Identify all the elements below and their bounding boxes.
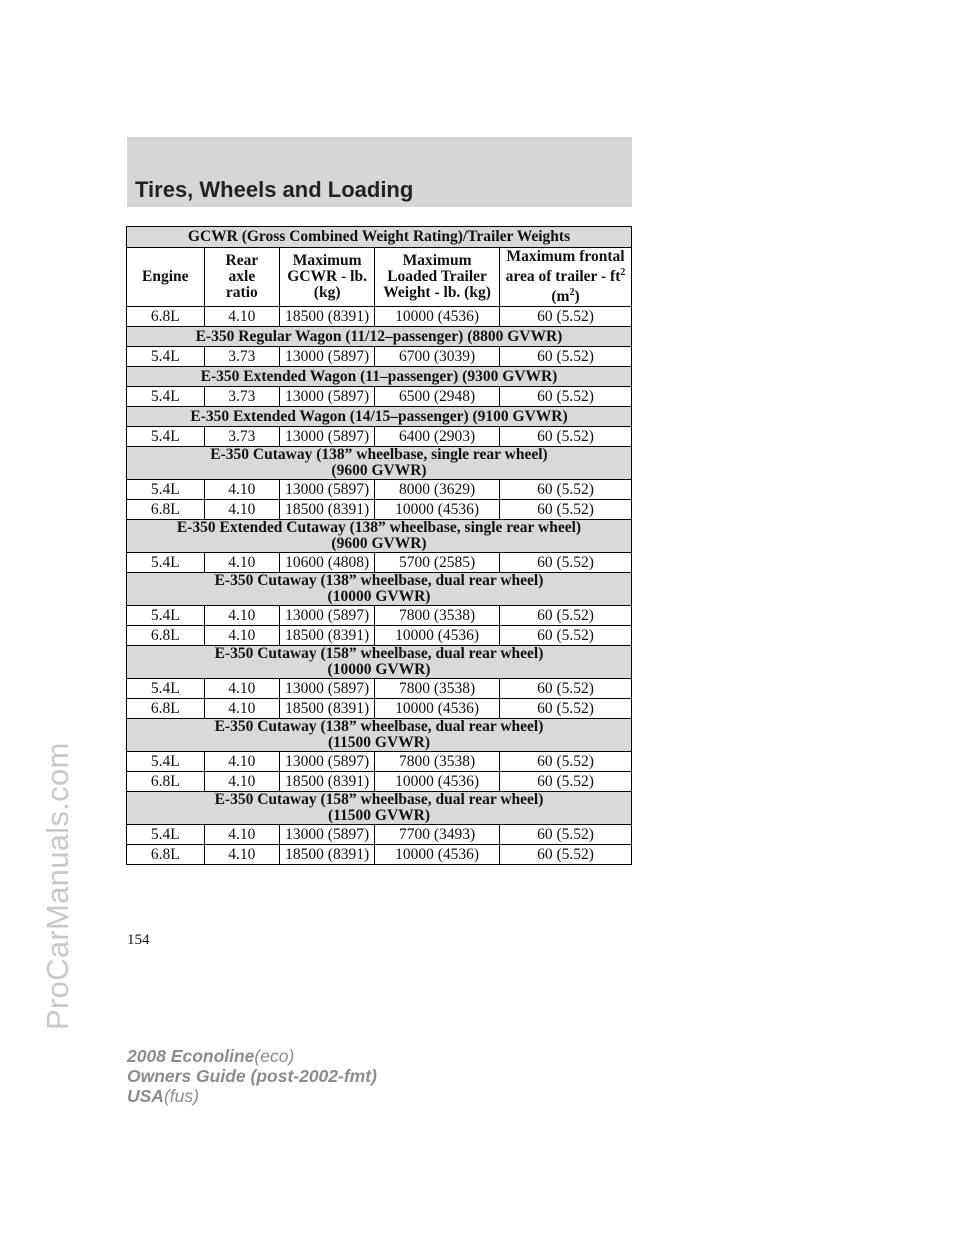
table-row — [127, 626, 632, 646]
table-cell: 3.73 — [204, 347, 280, 367]
table-row — [127, 347, 632, 367]
section-row — [127, 719, 632, 752]
table-row — [127, 427, 632, 447]
watermark-text: ProCarManuals.com — [40, 742, 75, 1030]
table-cell: 5.4L — [127, 387, 205, 407]
table-cell: 6500 (2948) — [375, 387, 500, 407]
table-cell: 5.4L — [127, 480, 205, 500]
table-cell: 3.73 — [204, 427, 280, 447]
table-cell: 60 (5.52) — [500, 500, 632, 520]
section-title-text: E-350 Cutaway (138” wheelbase, single rear wheel) — [210, 446, 548, 464]
table-cell: 4.10 — [204, 752, 280, 772]
table-cell: 18500 (8391) — [280, 845, 375, 865]
table-row — [127, 752, 632, 772]
table-cell: 6.8L — [127, 699, 205, 719]
table-row — [127, 553, 632, 573]
table-row — [127, 845, 632, 865]
table-cell: 60 (5.52) — [500, 845, 632, 865]
table-cell: 4.10 — [204, 699, 280, 719]
section-title-text: E-350 Extended Wagon (11–passenger) (9300 GVWR) — [200, 367, 558, 385]
table-row — [127, 606, 632, 626]
section-row — [127, 646, 632, 679]
table-cell: 10000 (4536) — [375, 845, 500, 865]
section-subtitle-text: (11500 GVWR) — [327, 807, 431, 825]
table-cell: 13000 (5897) — [280, 480, 375, 500]
header-max-gcwr: Maximum GCWR - lb. (kg) — [280, 248, 375, 307]
section-title-text: E-350 Cutaway (138” wheelbase, dual rear wheel) — [214, 572, 544, 590]
table-cell: 6.8L — [127, 626, 205, 646]
table-row: 6.8L 4.10 18500 (8391) 10000 (4536) 60 (5.52) — [127, 307, 632, 327]
table-row — [127, 500, 632, 520]
footer: 2008 Econoline(eco) Owners Guide (post-2002-fmt) USA(fus) — [127, 1046, 377, 1106]
table-cell: 4.10 — [204, 679, 280, 699]
table-row — [127, 679, 632, 699]
table-cell: 18500 (8391) — [280, 772, 375, 792]
section-title-text: E-350 Cutaway (158” wheelbase, dual rear wheel) — [214, 645, 544, 663]
table-cell: 10600 (4808) — [280, 553, 375, 573]
section-row — [127, 407, 632, 427]
table-cell: 6700 (3039) — [375, 347, 500, 367]
table-cell: 4.10 — [204, 606, 280, 626]
trailer-weights-table — [126, 226, 632, 865]
table-title: GCWR (Gross Combined Weight Rating)/Trailer Weights — [127, 227, 632, 248]
table-header-row — [127, 248, 632, 307]
table-cell: 5.4L — [127, 752, 205, 772]
section-row — [127, 520, 632, 553]
table-cell: 10000 (4536) — [375, 626, 500, 646]
footer-market: USA — [127, 1086, 164, 1106]
section-row — [127, 447, 632, 480]
section-row — [127, 573, 632, 606]
table-cell: 4.10 — [204, 553, 280, 573]
table-cell: 5.4L — [127, 679, 205, 699]
table-cell: 4.10 — [204, 772, 280, 792]
table-cell: 6400 (2903) — [375, 427, 500, 447]
table-cell: 5.4L — [127, 606, 205, 626]
table-cell: 4.10 — [204, 626, 280, 646]
table-cell: 7800 (3538) — [375, 752, 500, 772]
watermark — [0, 0, 75, 1242]
table-cell: 60 (5.52) — [500, 387, 632, 407]
table-cell: 10000 (4536) — [375, 772, 500, 792]
table-cell: 18500 (8391) — [280, 626, 375, 646]
table-cell: 60 (5.52) — [500, 772, 632, 792]
table-cell: 13000 (5897) — [280, 427, 375, 447]
section-subtitle-text: (10000 GVWR) — [327, 588, 431, 606]
table-cell: 18500 (8391) — [280, 699, 375, 719]
table-cell: 13000 (5897) — [280, 825, 375, 845]
section-title-text: E-350 Cutaway (138” wheelbase, dual rear wheel) — [214, 718, 544, 736]
section-title-text: E-350 Extended Wagon (14/15–passenger) (9100 GVWR) — [190, 407, 568, 425]
table-cell: 13000 (5897) — [280, 679, 375, 699]
table-cell: 13000 (5897) — [280, 606, 375, 626]
table-cell: 60 (5.52) — [500, 626, 632, 646]
footer-model: 2008 Econoline — [127, 1046, 255, 1066]
section-title-text: E-350 Cutaway (158” wheelbase, dual rear wheel) — [214, 791, 544, 809]
table-row — [127, 825, 632, 845]
section-title-text: E-350 Extended Cutaway (138” wheelbase, single rear wheel) — [176, 519, 582, 537]
section-row — [127, 327, 632, 347]
table-cell: 60 (5.52) — [500, 427, 632, 447]
table-cell: 6.8L — [127, 772, 205, 792]
header-max-frontal-area: Maximum frontal area of trailer - $ft^2$ $(m^2)$ — [500, 248, 632, 307]
table-cell: 4.10 — [204, 480, 280, 500]
table-cell: 18500 (8391) — [280, 500, 375, 520]
table-cell: 13000 (5897) — [280, 347, 375, 367]
section-subtitle-text: (9600 GVWR) — [331, 535, 427, 553]
table-cell: 13000 (5897) — [280, 752, 375, 772]
section-subtitle-text: (9600 GVWR) — [331, 462, 427, 480]
header-engine: Engine — [127, 248, 205, 307]
table-cell: 60 (5.52) — [500, 752, 632, 772]
table-cell: 10000 (4536) — [375, 500, 500, 520]
table-cell: 60 (5.52) — [500, 679, 632, 699]
table-cell: 5.4L — [127, 427, 205, 447]
table-cell: 4.10 — [204, 845, 280, 865]
table-cell: 60 (5.52) — [500, 825, 632, 845]
table-cell: 10000 (4536) — [375, 699, 500, 719]
section-subtitle-text: (11500 GVWR) — [327, 734, 431, 752]
table-cell: 60 (5.52) — [500, 347, 632, 367]
table-cell: 6.8L — [127, 500, 205, 520]
table-cell: 60 (5.52) — [500, 480, 632, 500]
table-cell: 6.8L — [127, 845, 205, 865]
table-cell: 7800 (3538) — [375, 679, 500, 699]
table-row — [127, 387, 632, 407]
table-cell: 60 (5.52) — [500, 699, 632, 719]
section-row — [127, 367, 632, 387]
page-number: 154 — [127, 932, 150, 948]
header-rear-axle-ratio: Rear axle ratio — [204, 248, 280, 307]
table-cell: 7700 (3493) — [375, 825, 500, 845]
table-cell: 60 (5.52) — [500, 553, 632, 573]
section-subtitle-text: (10000 GVWR) — [327, 661, 431, 679]
table-row — [127, 772, 632, 792]
section-title: Tires, Wheels and Loading — [135, 177, 414, 202]
table-cell: 5700 (2585) — [375, 553, 500, 573]
table-cell: 4.10 — [204, 825, 280, 845]
header-max-loaded-trailer-weight: Maximum Loaded Trailer Weight - lb. (kg) — [375, 248, 500, 307]
table-cell: 60 (5.52) — [500, 606, 632, 626]
table-cell: 4.10 — [204, 500, 280, 520]
table-row — [127, 480, 632, 500]
table-cell: 13000 (5897) — [280, 387, 375, 407]
table-cell: 5.4L — [127, 347, 205, 367]
footer-guide: Owners Guide (post-2002-fmt) — [127, 1066, 377, 1086]
table-row — [127, 699, 632, 719]
table-cell: 5.4L — [127, 553, 205, 573]
table-cell: 8000 (3629) — [375, 480, 500, 500]
section-row — [127, 792, 632, 825]
table-cell: 3.73 — [204, 387, 280, 407]
section-title-text: E-350 Regular Wagon (11/12–passenger) (8800 GVWR) — [195, 327, 563, 345]
table-cell: 5.4L — [127, 825, 205, 845]
table-cell: 7800 (3538) — [375, 606, 500, 626]
